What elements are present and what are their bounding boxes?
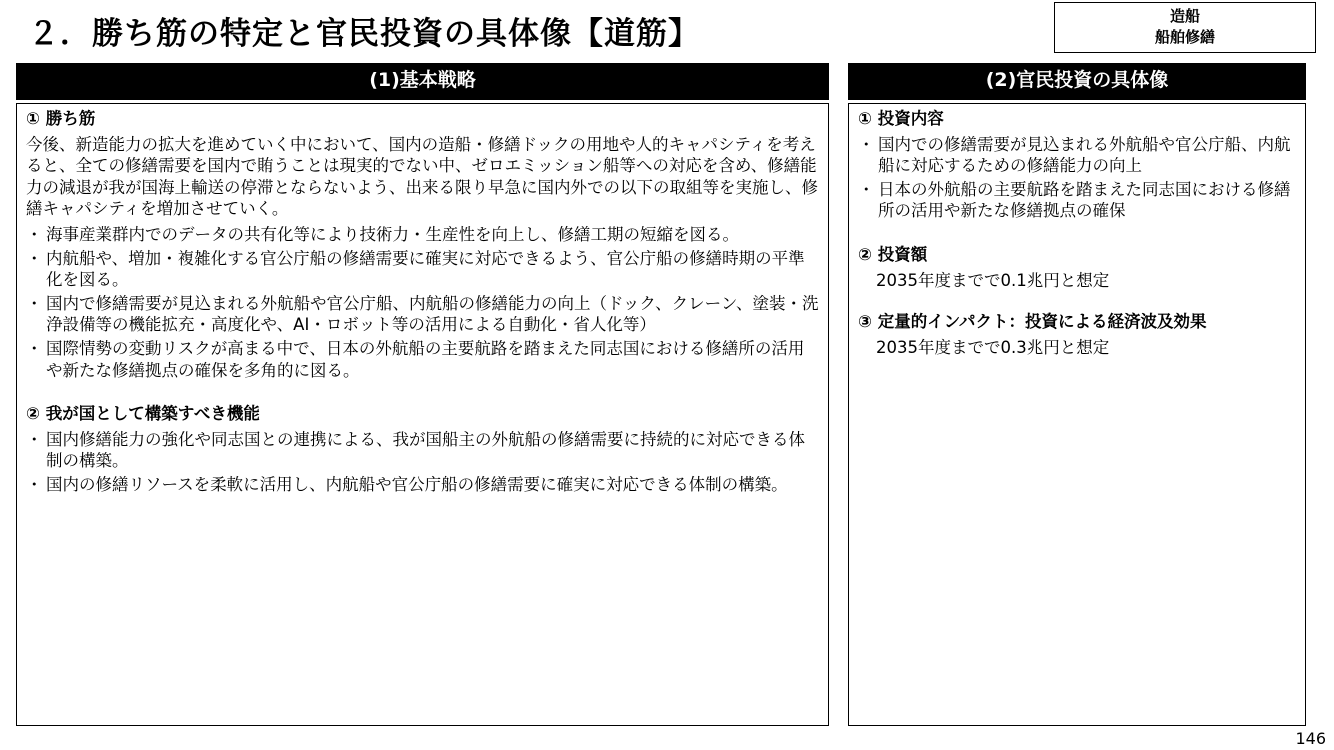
list-item: ・ 国際情勢の変動リスクが高まる中で、日本の外航船の主要航路を踏まえた同志国における修繕所の活用や新たな修繕拠点の確保を多角的に図る。 — [26, 338, 820, 381]
list-item: ・ 国内修繕能力の強化や同志国との連携による、我が国船主の外航船の修繕需要に持続的に対応できる体制の構築。 — [26, 429, 820, 472]
category-line-2: 船舶修繕 — [1154, 28, 1215, 46]
investment-amount-text: 2035年度までで0.1兆円と想定 — [876, 270, 1110, 290]
investment-body — [848, 103, 1306, 726]
list-item: ・ 国内の修繕リソースを柔軟に活用し、内航船や官公庁船の修繕需要に確実に対応できる体制の構築。 — [26, 474, 820, 496]
winning-path-heading: ① 勝ち筋 — [26, 109, 96, 128]
page-number: 146 — [1295, 729, 1326, 748]
basic-strategy-header: (1)基本戦略 — [16, 63, 829, 100]
list-item: ・ 日本の外航船の主要航路を踏まえた同志国における修繕所の活用や新たな修繕拠点の確保 — [858, 179, 1297, 222]
list-item: ・ 内航船や、増加・複雑化する官公庁船の修繕需要に確実に対応できるよう、官公庁船の修繕時期の平準化を図る。 — [26, 248, 820, 291]
list-item: ・ 国内での修繕需要が見込まれる外航船や官公庁船、内航船に対応するための修繕能力の向上 — [858, 134, 1297, 177]
category-line-1: 造船 — [1169, 7, 1200, 25]
winning-path-bullet-list — [26, 224, 820, 381]
page-title: ２．勝ち筋の特定と官民投資の具体像【道筋】 — [28, 16, 700, 52]
impact-heading: ③ 定量的インパクト：投資による経済波及効果 — [858, 312, 1207, 332]
impact-text: 2035年度までで0.3兆円と想定 — [876, 337, 1110, 357]
functions-bullet-list — [26, 429, 820, 496]
basic-strategy-body — [16, 103, 829, 726]
investment-amount-heading: ② 投資額 — [858, 244, 928, 264]
functions-heading: ② 我が国として構築すべき機能 — [26, 404, 260, 424]
list-item: ・ 国内で修繕需要が見込まれる外航船や官公庁船、内航船の修繕能力の向上（ドック、クレーン、塗装・洗浄設備等の機能拡充・高度化や、AI・ロボット等の活用による自動化・省人化等） — [26, 293, 820, 336]
investment-header: (2)官民投資の具体像 — [848, 63, 1306, 100]
winning-path-paragraph: 今後、新造能力の拡大を進めていく中において、国内の造船・修繕ドックの用地や人的キャパシティを考えると、全ての修繕需要を国内で賄うことは現実的でない中、ゼロエミッション船等への対応を含め、修繕能力の減退が我が国海上輸送の停滞とならないよう、出来る限り早急に国内外での以下の取組等を実施し、修繕キャパシティを増加させていく。 — [26, 134, 818, 219]
investment-panel — [848, 63, 1306, 726]
investment-content-heading: ① 投資内容 — [858, 109, 944, 128]
category-label-box — [1054, 2, 1316, 53]
investment-content-bullet-list — [858, 134, 1297, 222]
basic-strategy-panel — [16, 63, 829, 726]
list-item: ・ 海事産業群内でのデータの共有化等により技術力・生産性を向上し、修繕工期の短縮を図る。 — [26, 224, 820, 246]
